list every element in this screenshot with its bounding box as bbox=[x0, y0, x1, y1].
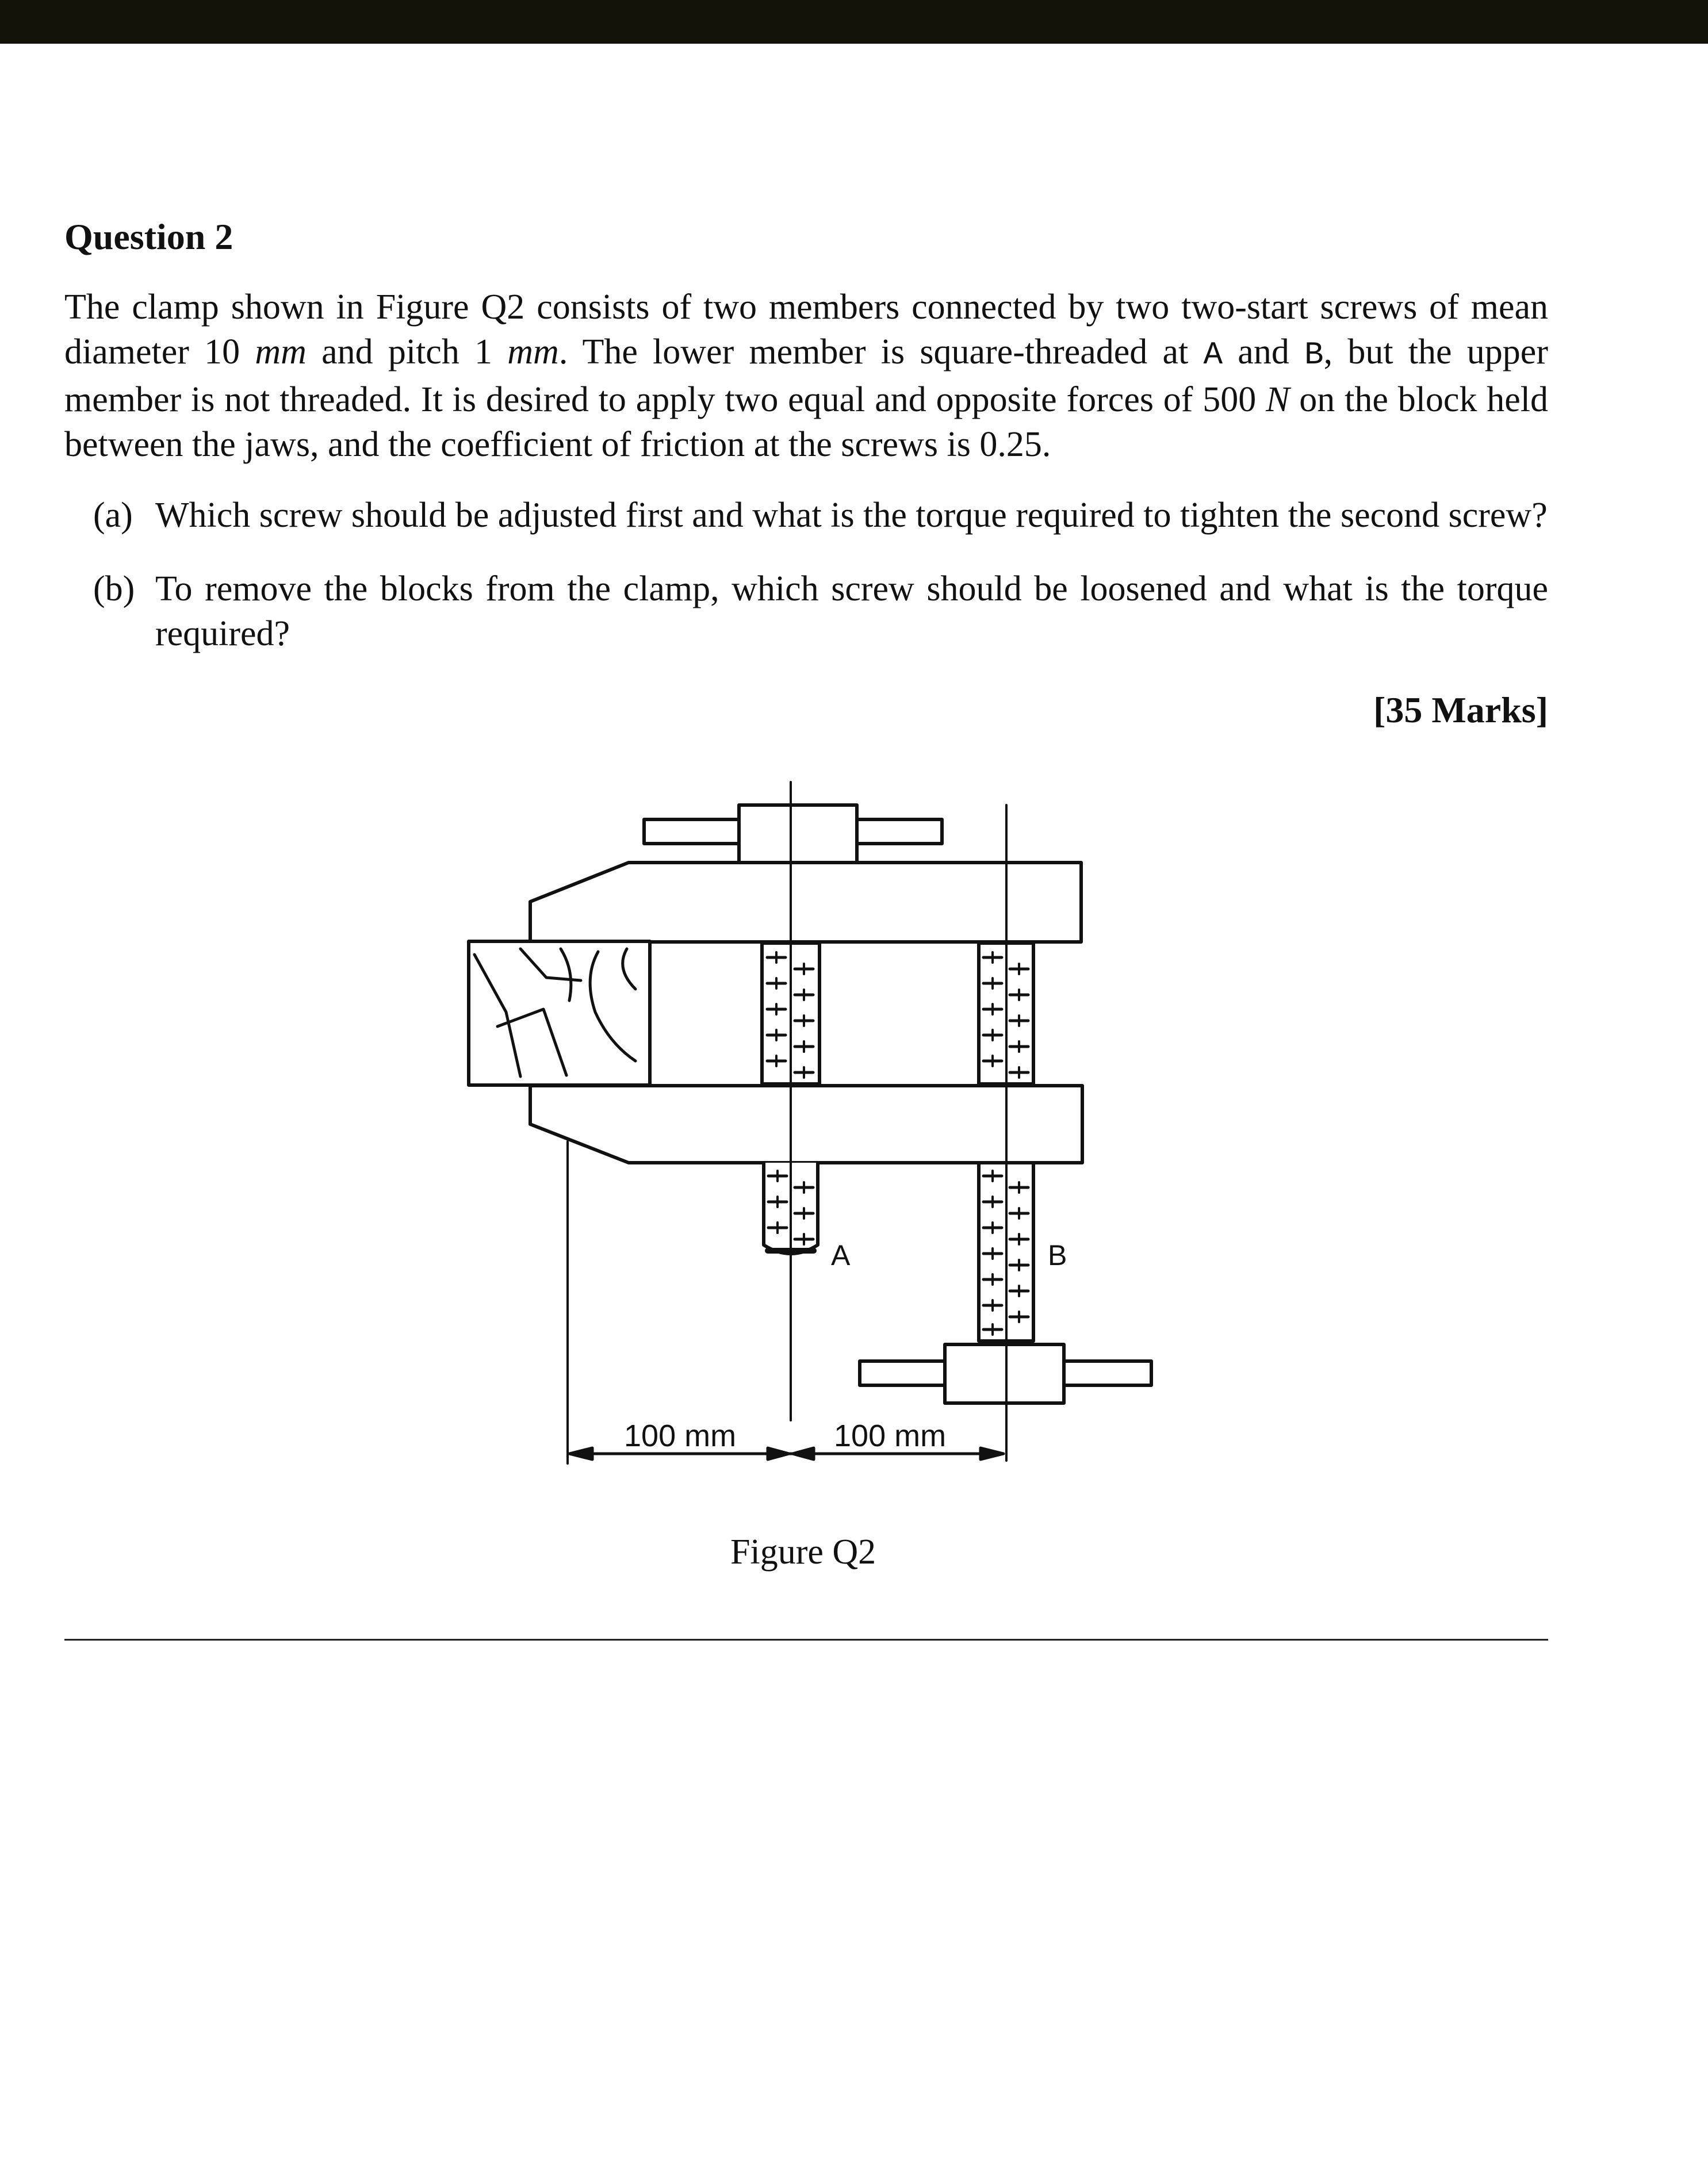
part-a-text: Which screw should be adjusted first and what is the torque required to tighten the second screw? bbox=[155, 496, 1548, 535]
intro-text-6: on the block held between the jaws, and the coefficient of friction at the screws is 0.25. bbox=[64, 380, 1549, 464]
bottom-rule bbox=[64, 1639, 1548, 1641]
marks-value: [35 Marks] bbox=[1373, 689, 1548, 730]
screw-b-ref: B bbox=[1304, 336, 1324, 373]
screw-a-label: A bbox=[831, 1239, 851, 1271]
question-heading: Question 2 bbox=[64, 216, 233, 257]
part-b-label: (b) bbox=[93, 569, 135, 608]
upper-handle bbox=[644, 805, 942, 863]
screw-a-ref: A bbox=[1203, 336, 1223, 373]
intro-text-3: . The lower member is square-threaded at bbox=[558, 332, 1204, 371]
work-block bbox=[469, 941, 650, 1085]
screw-b-label: B bbox=[1048, 1239, 1067, 1271]
part-b-text: To remove the blocks from the clamp, which screw should be loosened and what is the torque required? bbox=[155, 569, 1548, 653]
figure-caption: Figure Q2 bbox=[730, 1532, 876, 1572]
lower-member bbox=[530, 1086, 1082, 1163]
intro-text-5: , but the upper member is not threaded. It is desired to apply two equal and opposite forces of 500 bbox=[64, 332, 1548, 419]
intro-text-2: and pitch 1 bbox=[306, 332, 508, 371]
dim-right-label: 100 mm bbox=[834, 1419, 947, 1453]
intro-text-4: and bbox=[1223, 332, 1305, 371]
part-a-label: (a) bbox=[93, 496, 133, 535]
unit-newton: N bbox=[1266, 380, 1290, 419]
dim-left-label: 100 mm bbox=[624, 1419, 737, 1453]
unit-mm-2: mm bbox=[507, 332, 559, 371]
unit-mm-1: mm bbox=[255, 332, 307, 371]
intro-text-1: The clamp shown in Figure Q2 consists of two members connected by two two-start screws of mean diameter 10 bbox=[64, 288, 1548, 371]
upper-member bbox=[530, 863, 1081, 942]
